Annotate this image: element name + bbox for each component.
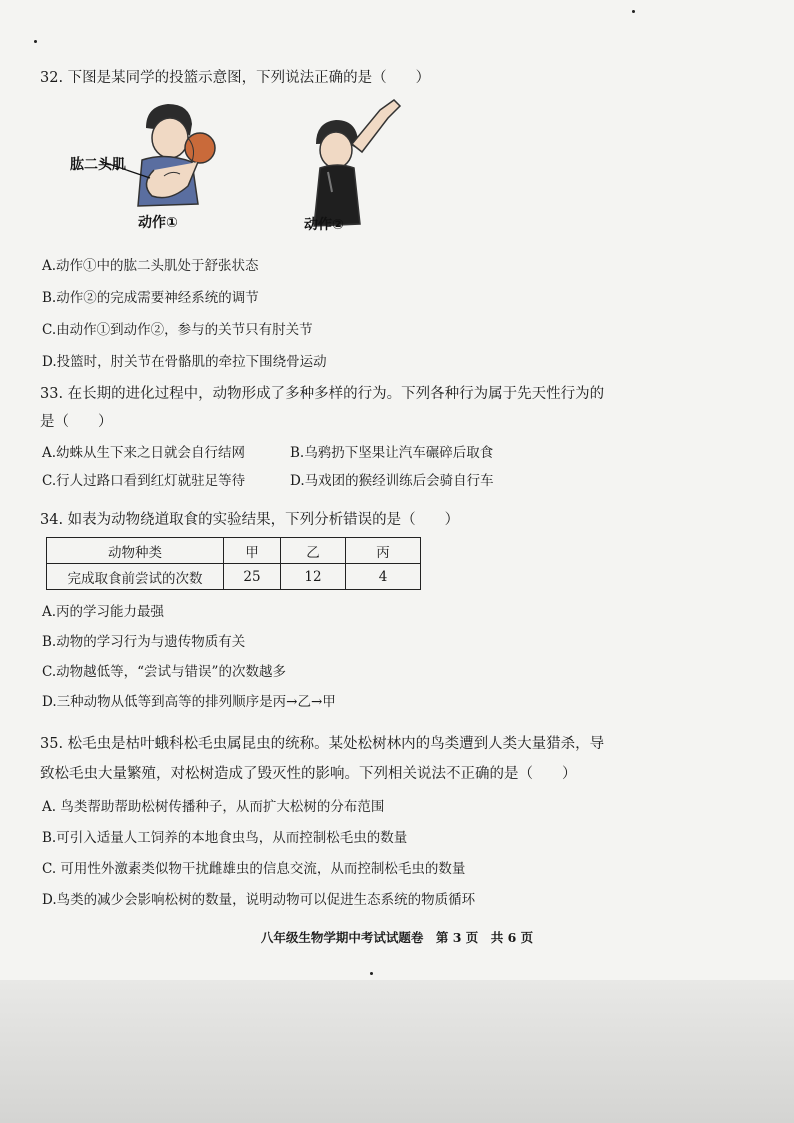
experiment-table — [46, 537, 421, 590]
table-header-row — [47, 538, 421, 564]
q33-option-d: D.马戏团的猴经训练后会骑自行车 — [290, 473, 494, 489]
basketball-figure — [70, 98, 430, 238]
table-cell: 25 — [224, 564, 281, 590]
table-cell: 12 — [281, 564, 346, 590]
table-header-cell: 丙 — [346, 538, 421, 564]
q34-option-a: A.丙的学习能力最强 — [42, 604, 165, 620]
q33-stem-line2: 是（ ） — [40, 414, 113, 430]
scan-shadow — [0, 980, 794, 1123]
figure-label-action1: 动作① — [138, 215, 178, 231]
scan-speck — [632, 10, 635, 13]
q32-option-d: D.投篮时，肘关节在骨骼肌的牵拉下围绕骨运动 — [42, 354, 327, 370]
table-row — [47, 564, 421, 590]
q35-stem-line1: 35. 松毛虫是枯叶蛾科松毛虫属昆虫的统称。某处松树林内的鸟类遭到人类大量猎杀，导 — [40, 736, 605, 752]
figure-label-action2: 动作② — [304, 217, 344, 233]
q35-option-a: A. 鸟类帮助帮助松树传播种子，从而扩大松树的分布范围 — [42, 799, 385, 815]
q33-option-a: A.幼蛛从生下来之日就会自行结网 — [42, 445, 246, 461]
q34-option-b: B.动物的学习行为与遗传物质有关 — [42, 634, 246, 650]
table-header-cell: 甲 — [224, 538, 281, 564]
q35-option-b: B.可引入适量人工饲养的本地食虫鸟，从而控制松毛虫的数量 — [42, 830, 408, 846]
q32-stem: 32. 下图是某同学的投篮示意图，下列说法正确的是（ ） — [40, 70, 431, 86]
table-cell: 完成取食前尝试的次数 — [47, 564, 224, 590]
figure-label-biceps: 肱二头肌 — [70, 157, 126, 173]
q33-option-b: B.乌鸦扔下坚果让汽车碾碎后取食 — [290, 445, 494, 461]
table-header-cell: 乙 — [281, 538, 346, 564]
q32-option-b: B.动作②的完成需要神经系统的调节 — [42, 290, 259, 306]
q33-option-c: C.行人过路口看到红灯就驻足等待 — [42, 473, 246, 489]
table-cell: 4 — [346, 564, 421, 590]
q32-option-c: C.由动作①到动作②，参与的关节只有肘关节 — [42, 322, 313, 338]
scan-speck — [370, 972, 373, 975]
q35-option-c: C. 可用性外激素类似物干扰雌雄虫的信息交流，从而控制松毛虫的数量 — [42, 861, 466, 877]
q34-option-d: D.三种动物从低等到高等的排列顺序是丙→乙→甲 — [42, 694, 336, 710]
q34-option-c: C.动物越低等，“尝试与错误”的次数越多 — [42, 664, 286, 680]
page-footer: 八年级生物学期中考试试题卷 第 3 页 共 6 页 — [260, 930, 534, 945]
q33-stem-line1: 33. 在长期的进化过程中，动物形成了多种多样的行为。下列各种行为属于先天性行为的 — [40, 386, 605, 402]
scan-speck — [34, 40, 37, 43]
action2-figure — [314, 100, 400, 226]
q34-stem: 34. 如表为动物绕道取食的实验结果，下列分析错误的是（ ） — [40, 512, 460, 528]
q35-stem-line2: 致松毛虫大量繁殖，对松树造成了毁灭性的影响。下列相关说法不正确的是（ ） — [40, 766, 577, 782]
q32-option-a: A.动作①中的肱二头肌处于舒张状态 — [42, 258, 259, 274]
table-header-cell: 动物种类 — [47, 538, 224, 564]
q35-option-d: D.鸟类的减少会影响松树的数量，说明动物可以促进生态系统的物质循环 — [42, 892, 476, 908]
